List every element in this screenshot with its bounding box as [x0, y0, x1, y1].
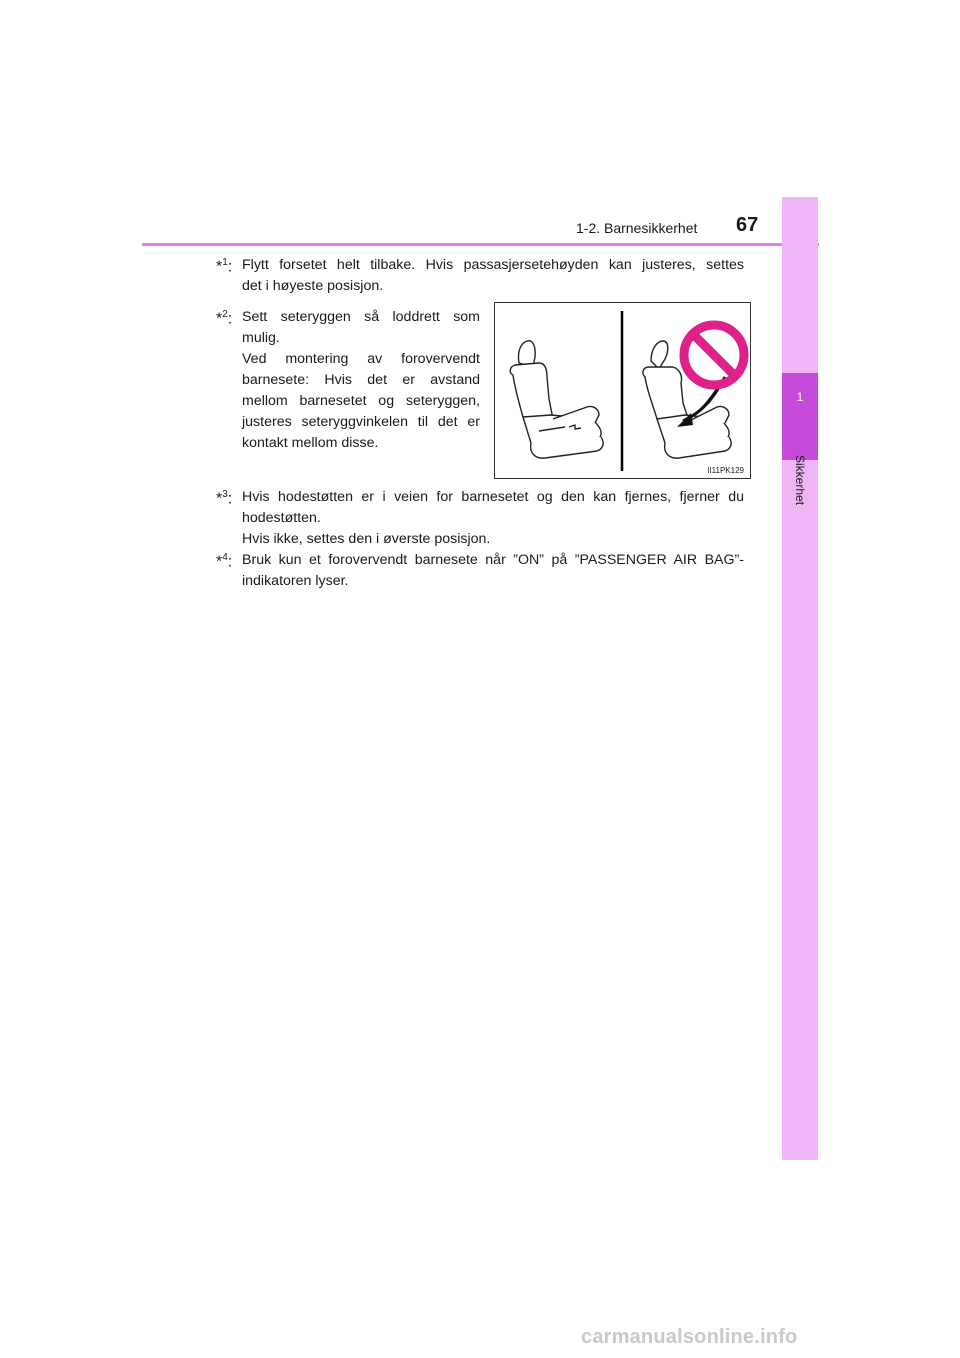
seat-illustration [494, 302, 751, 479]
car-seat-upright-icon [510, 341, 603, 458]
header-rule [142, 243, 819, 246]
watermark: carmanualsonline.info [581, 1326, 798, 1348]
footnote-marker: *$^1$: [216, 257, 233, 276]
chapter-number: 1 [796, 390, 804, 404]
footnote-line: Bruk kun et forovervendt barnesete når ”ON” på ”PASSENGER AIR BAG”- [242, 552, 744, 568]
footnote-line: det i høyeste posisjon. [242, 278, 384, 294]
footnote-line: Flytt forsetet helt tilbake. Hvis passasjersetehøyden kan justeres, settes [242, 257, 744, 273]
footnote-line: Hvis hodestøtten er i veien for barnesetet og den kan fjernes, fjerner du [242, 489, 744, 505]
footnote-line: Hvis ikke, settes den i øverste posisjon. [242, 531, 491, 547]
footnote-line: justeres seteryggvinkelen til det er [242, 414, 480, 430]
footnote-line: indikatoren lyser. [242, 573, 349, 589]
section-title: 1-2. Barnesikkerhet [576, 220, 698, 236]
footnote-line: barnesete: Hvis det er avstand [242, 372, 480, 388]
seat-illustration-svg [495, 303, 750, 478]
footnote-marker: *$^3$: [216, 489, 233, 508]
side-tab [782, 197, 818, 1160]
footnote-line: mellom barnesetet og seteryggen, [242, 393, 480, 409]
footnote-line: hodestøtten. [242, 510, 321, 526]
footnote-line: Ved montering av forovervendt [242, 351, 480, 367]
prohibition-sign-icon [684, 325, 744, 385]
chapter-label: Sikkerhet [793, 454, 807, 506]
footnote-marker: *$^4$: [216, 552, 233, 571]
footnote-line: kontakt mellom disse. [242, 435, 379, 451]
footnote-line: mulig. [242, 330, 280, 346]
footnote-marker: *$^2$: [216, 309, 233, 328]
footnote-line: Sett seteryggen så loddrett som [242, 309, 480, 325]
figure-code: II11PK129 [707, 466, 744, 475]
page-number: 67 [736, 214, 759, 236]
